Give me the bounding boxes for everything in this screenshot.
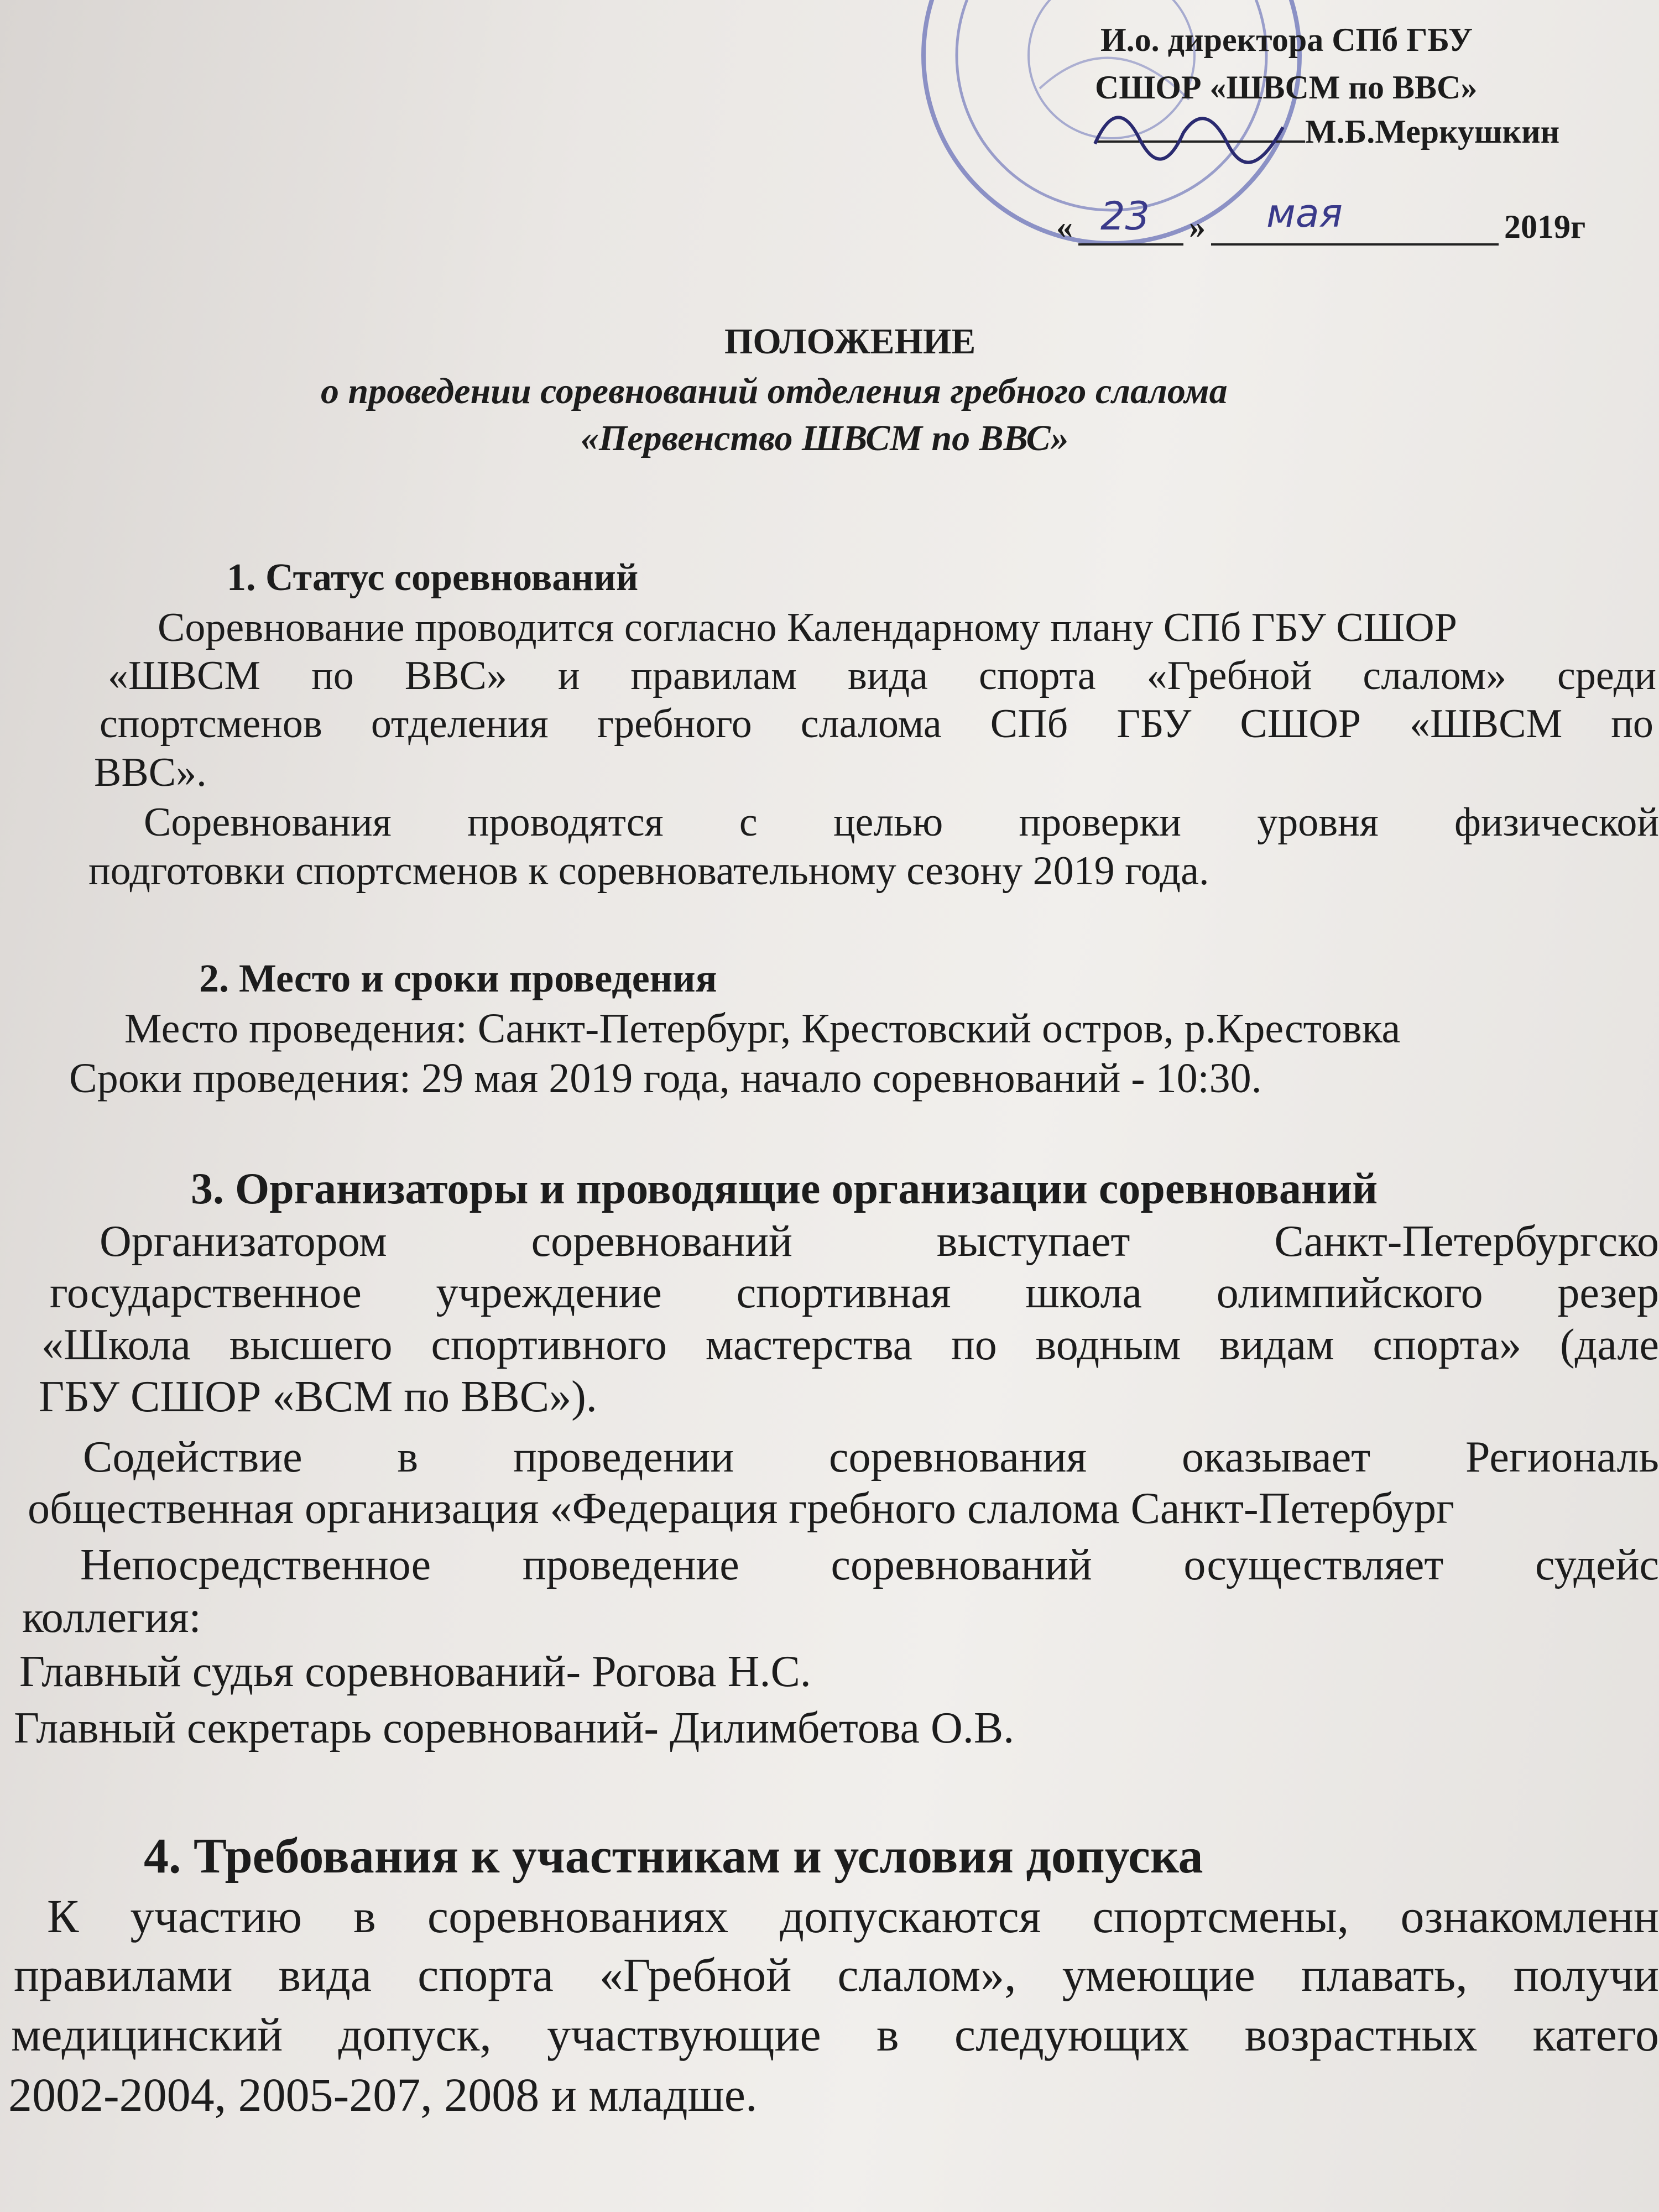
section-3-line-10: Главный секретарь соревнований- Дилимбетова О.В. [14, 1704, 1015, 1752]
date-month-line [1211, 243, 1499, 246]
section-1-line-5: Соревнования проводятся с целью проверки уровня физической [144, 800, 1659, 845]
date-day: 23 [1100, 194, 1150, 239]
section-3-line-1: Организатором соревнований выступает Санкт-Петербургско [100, 1217, 1659, 1266]
date-quote-close: » [1189, 208, 1206, 245]
section-4-line-4: 2002-2004, 2005-207, 2008 и младше. [8, 2068, 758, 2121]
date-quote-open: « [1056, 208, 1073, 245]
signature [1084, 77, 1316, 166]
date-month: мая [1266, 191, 1343, 236]
section-3-line-3: «Школа высшего спортивного мастерства по водным видам спорта» (дале [41, 1321, 1659, 1369]
section-1-line-4: ВВС». [94, 750, 207, 795]
section-3-heading: 3. Организаторы и проводящие организации соревнований [191, 1165, 1378, 1213]
section-4-heading: 4. Требования к участникам и условия допуска [144, 1829, 1203, 1884]
section-3-line-8: коллегия: [22, 1593, 201, 1642]
section-1-line-2: «ШВСМ по ВВС» и правилам вида спорта «Гребной слалом» среди [108, 653, 1656, 698]
section-3-line-9: Главный судья соревнований- Рогова Н.С. [19, 1647, 811, 1696]
section-3-line-4: ГБУ СШОР «ВСМ по ВВС»). [39, 1373, 597, 1421]
document-subtitle-2: «Первенство ШВСМ по ВВС» [581, 418, 1069, 458]
document-title: ПОЛОЖЕНИЕ [724, 321, 976, 362]
section-4-line-2: правилами вида спорта «Гребной слалом», умеющие плавать, получи [14, 1948, 1659, 2001]
section-4-line-1: К участию в соревнованиях допускаются спортсмены, ознакомленн [47, 1890, 1659, 1943]
section-1-line-3: спортсменов отделения гребного слалома СПб ГБУ СШОР «ШВСМ по [100, 701, 1653, 747]
section-1-line-1: Соревнование проводится согласно Календарному плану СПб ГБУ СШОР [158, 605, 1457, 650]
date-day-line [1078, 243, 1183, 246]
section-1-heading: 1. Статус соревнований [227, 556, 639, 599]
approval-line-3: М.Б.Меркушкин [1305, 113, 1560, 150]
section-1-line-6: подготовки спортсменов к соревновательному сезону 2019 года. [88, 848, 1209, 894]
approval-line-2: СШОР «ШВСМ по ВВС» [1095, 69, 1478, 106]
section-4-line-3: медицинский допуск, участвующие в следующих возрастных катего [11, 2008, 1659, 2061]
section-3-line-7: Непосредственное проведение соревнований осуществляет судейс [80, 1541, 1659, 1589]
approval-line-1: И.о. директора СПб ГБУ [1100, 22, 1473, 58]
section-3-line-2: государственное учреждение спортивная школа олимпийского резер [50, 1269, 1659, 1317]
document-subtitle-1: о проведении соревнований отделения гребного слалома [321, 371, 1228, 411]
section-2-line-2: Сроки проведения: 29 мая 2019 года, начало соревнований - 10:30. [69, 1055, 1262, 1102]
section-2-line-1: Место проведения: Санкт-Петербург, Крестовский остров, р.Крестовка [124, 1005, 1401, 1052]
date-year: 2019г [1504, 208, 1586, 245]
section-3-line-5: Содействие в проведении соревнования оказывает Региональ [83, 1433, 1659, 1481]
section-3-line-6: общественная организация «Федерация гребного слалома Санкт-Петербург [28, 1484, 1454, 1533]
section-2-heading: 2. Место и сроки проведения [199, 956, 717, 1000]
